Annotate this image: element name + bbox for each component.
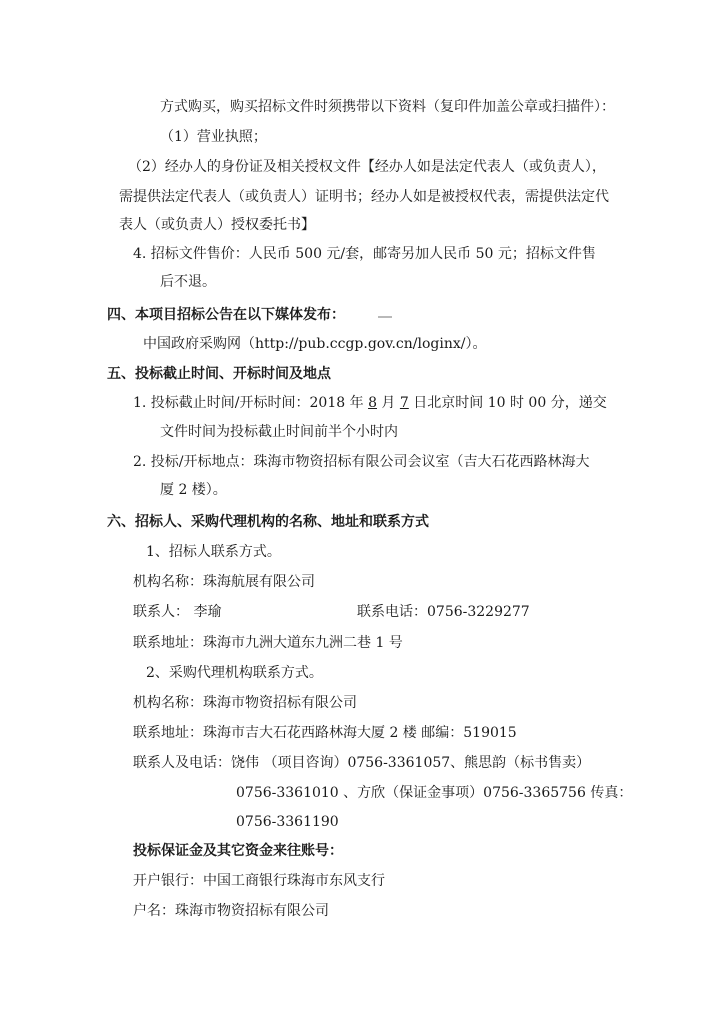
- text-line: 2、采购代理机构联系方式。: [146, 665, 323, 681]
- section-heading: 投标保证金及其它资金来往账号：: [133, 843, 343, 859]
- text-line: 户名：珠海市物资招标有限公司: [133, 903, 329, 919]
- text-line: 中国政府采购网（http://pub.ccgp.gov.cn/loginx/）。: [143, 336, 487, 352]
- text-line: 方式购买，购买招标文件时须携带以下资料（复印件加盖公章或扫描件）：: [160, 99, 615, 115]
- text-line: 需提供法定代表人（或负责人）证明书；经办人如是被授权代表，需提供法定代: [119, 189, 609, 205]
- text-line: 联系地址：珠海市九洲大道东九洲二巷 1 号: [133, 635, 403, 651]
- text-line: 机构名称：珠海航展有限公司: [133, 574, 315, 590]
- text-line: 联系电话：0756-3229277: [357, 604, 530, 620]
- text-line: 表人（或负责人）授权委托书】: [119, 217, 315, 233]
- text-line: 1、招标人联系方式。: [146, 544, 281, 560]
- text-segment: 月: [376, 395, 400, 411]
- text-segment: 日北京时间 10 时 00 分，递交: [408, 395, 607, 411]
- text-line: 0756-3361190: [236, 814, 339, 830]
- day-value: 7: [399, 395, 409, 411]
- text-line: 文件时间为投标截止时间前半个小时内: [160, 424, 398, 440]
- section-heading: 五、投标截止时间、开标时间及地点: [107, 366, 331, 382]
- scan-mark: [378, 316, 392, 318]
- section-heading: 六、招标人、采购代理机构的名称、地址和联系方式: [107, 514, 429, 530]
- text-line: 厦 2 楼）。: [160, 482, 227, 498]
- month-value: 8: [368, 395, 377, 411]
- text-line: 联系地址：珠海市吉大石花西路林海大厦 2 楼 邮编：519015: [133, 725, 517, 741]
- text-line: [133, 393, 607, 413]
- text-line: 联系人： 李瑜: [133, 604, 222, 620]
- text-line: 2. 投标/开标地点：珠海市物资招标有限公司会议室（吉大石花西路林海大: [133, 454, 590, 470]
- section-heading: 四、本项目招标公告在以下媒体发布：: [107, 307, 345, 323]
- text-line: （1）营业执照；: [160, 129, 267, 145]
- text-line: （2）经办人的身份证及相关授权文件【经办人如是法定代表人（或负责人），: [128, 159, 606, 175]
- text-line: 4. 招标文件售价：人民币 500 元/套，邮寄另加人民币 50 元；招标文件售: [133, 246, 596, 262]
- text-line: 联系人及电话：饶伟 （项目咨询）0756-3361057、熊思韵（标书售卖）: [133, 755, 591, 771]
- text-line: 后不退。: [160, 274, 216, 290]
- text-line: 机构名称：珠海市物资招标有限公司: [133, 695, 357, 711]
- text-segment: 1. 投标截止时间/开标时间：2018 年: [133, 395, 369, 411]
- text-line: 开户银行：中国工商银行珠海市东风支行: [133, 873, 385, 889]
- text-line: 0756-3361010 、方欣（保证金事项）0756-3365756 传真：: [236, 785, 633, 801]
